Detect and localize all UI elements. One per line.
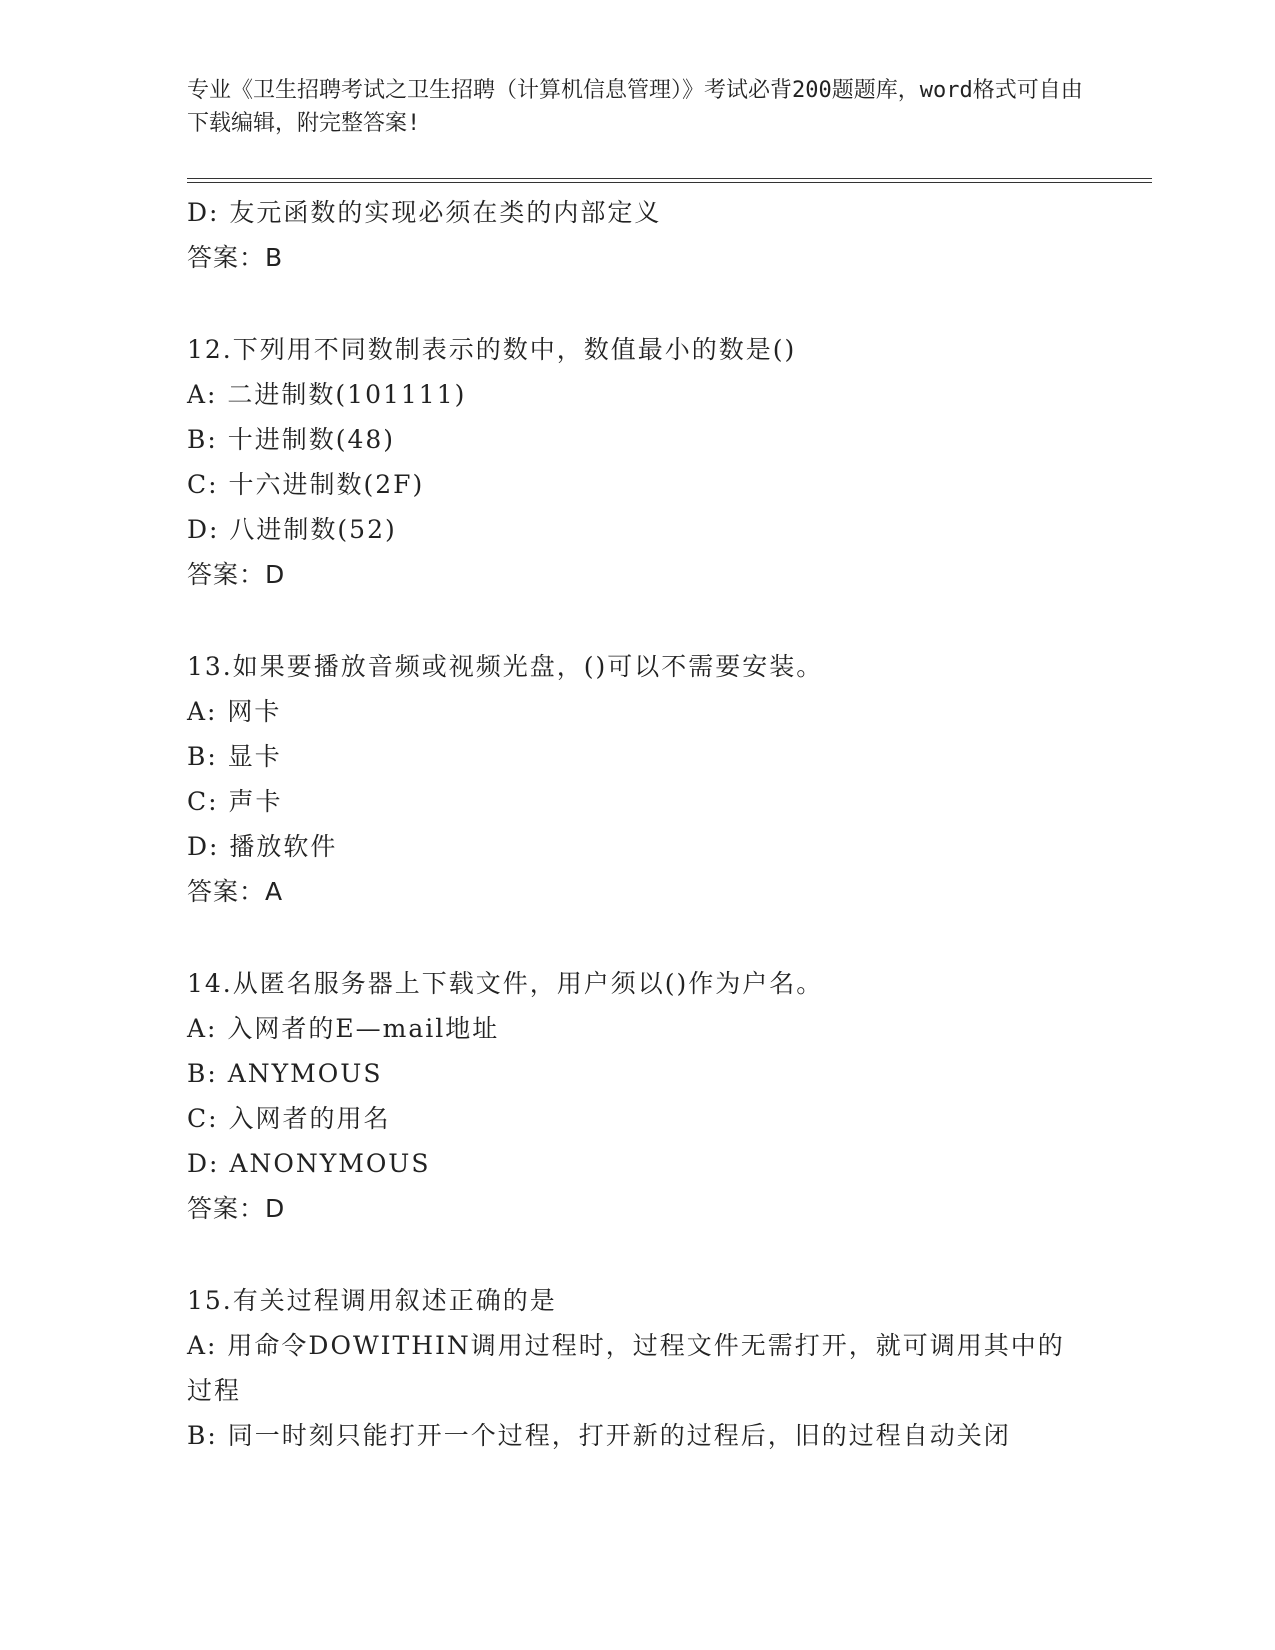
question-15 <box>187 1278 1087 1458</box>
question-13 <box>187 644 1087 914</box>
question-14 <box>187 961 1087 1231</box>
question-11 <box>187 190 1087 280</box>
option-b: B: ANYMOUS <box>187 1059 383 1088</box>
question-12 <box>187 327 1087 597</box>
header-divider <box>187 178 1152 179</box>
question-stem: 14.从匿名服务器上下载文件，用户须以()作为户名。 <box>187 969 824 998</box>
option-b: B: 显卡 <box>187 742 282 771</box>
answer: 答案：A <box>187 877 284 906</box>
question-stem: 15.有关过程调用叙述正确的是 <box>187 1286 557 1315</box>
option-d: D: ANONYMOUS <box>187 1149 431 1178</box>
question-stem: 13.如果要播放音频或视频光盘，()可以不需要安装。 <box>187 652 824 681</box>
answer: 答案：D <box>187 560 286 589</box>
answer: 答案：B <box>187 243 284 272</box>
option-c: C: 十六进制数(2F) <box>187 470 425 499</box>
option-d: D: 八进制数(52) <box>187 515 397 544</box>
answer: 答案：D <box>187 1194 286 1223</box>
header-divider-secondary <box>187 182 1152 183</box>
page-header: 专业《卫生招聘考试之卫生招聘（计算机信息管理）》考试必背200题题库，word格式可自由下载编辑，附完整答案! <box>187 78 1083 136</box>
question-stem: 12.下列用不同数制表示的数中，数值最小的数是() <box>187 335 797 364</box>
option-b: B: 同一时刻只能打开一个过程，打开新的过程后，旧的过程自动关闭 <box>187 1421 1011 1450</box>
option-d: D: 播放软件 <box>187 832 338 861</box>
option-a: A: 网卡 <box>187 697 282 726</box>
option-a: A: 入网者的E—mail地址 <box>187 1014 500 1043</box>
question-list <box>187 190 1087 1458</box>
option-c: C: 入网者的用名 <box>187 1104 391 1133</box>
option-b: B: 十进制数(48) <box>187 425 396 454</box>
option-c: C: 声卡 <box>187 787 283 816</box>
option-a: A: 用命令DOWITHIN调用过程时，过程文件无需打开，就可调用其中的过程 <box>187 1331 1065 1405</box>
option-a: A: 二进制数(101111) <box>187 380 467 409</box>
option-d: D: 友元函数的实现必须在类的内部定义 <box>187 198 662 227</box>
